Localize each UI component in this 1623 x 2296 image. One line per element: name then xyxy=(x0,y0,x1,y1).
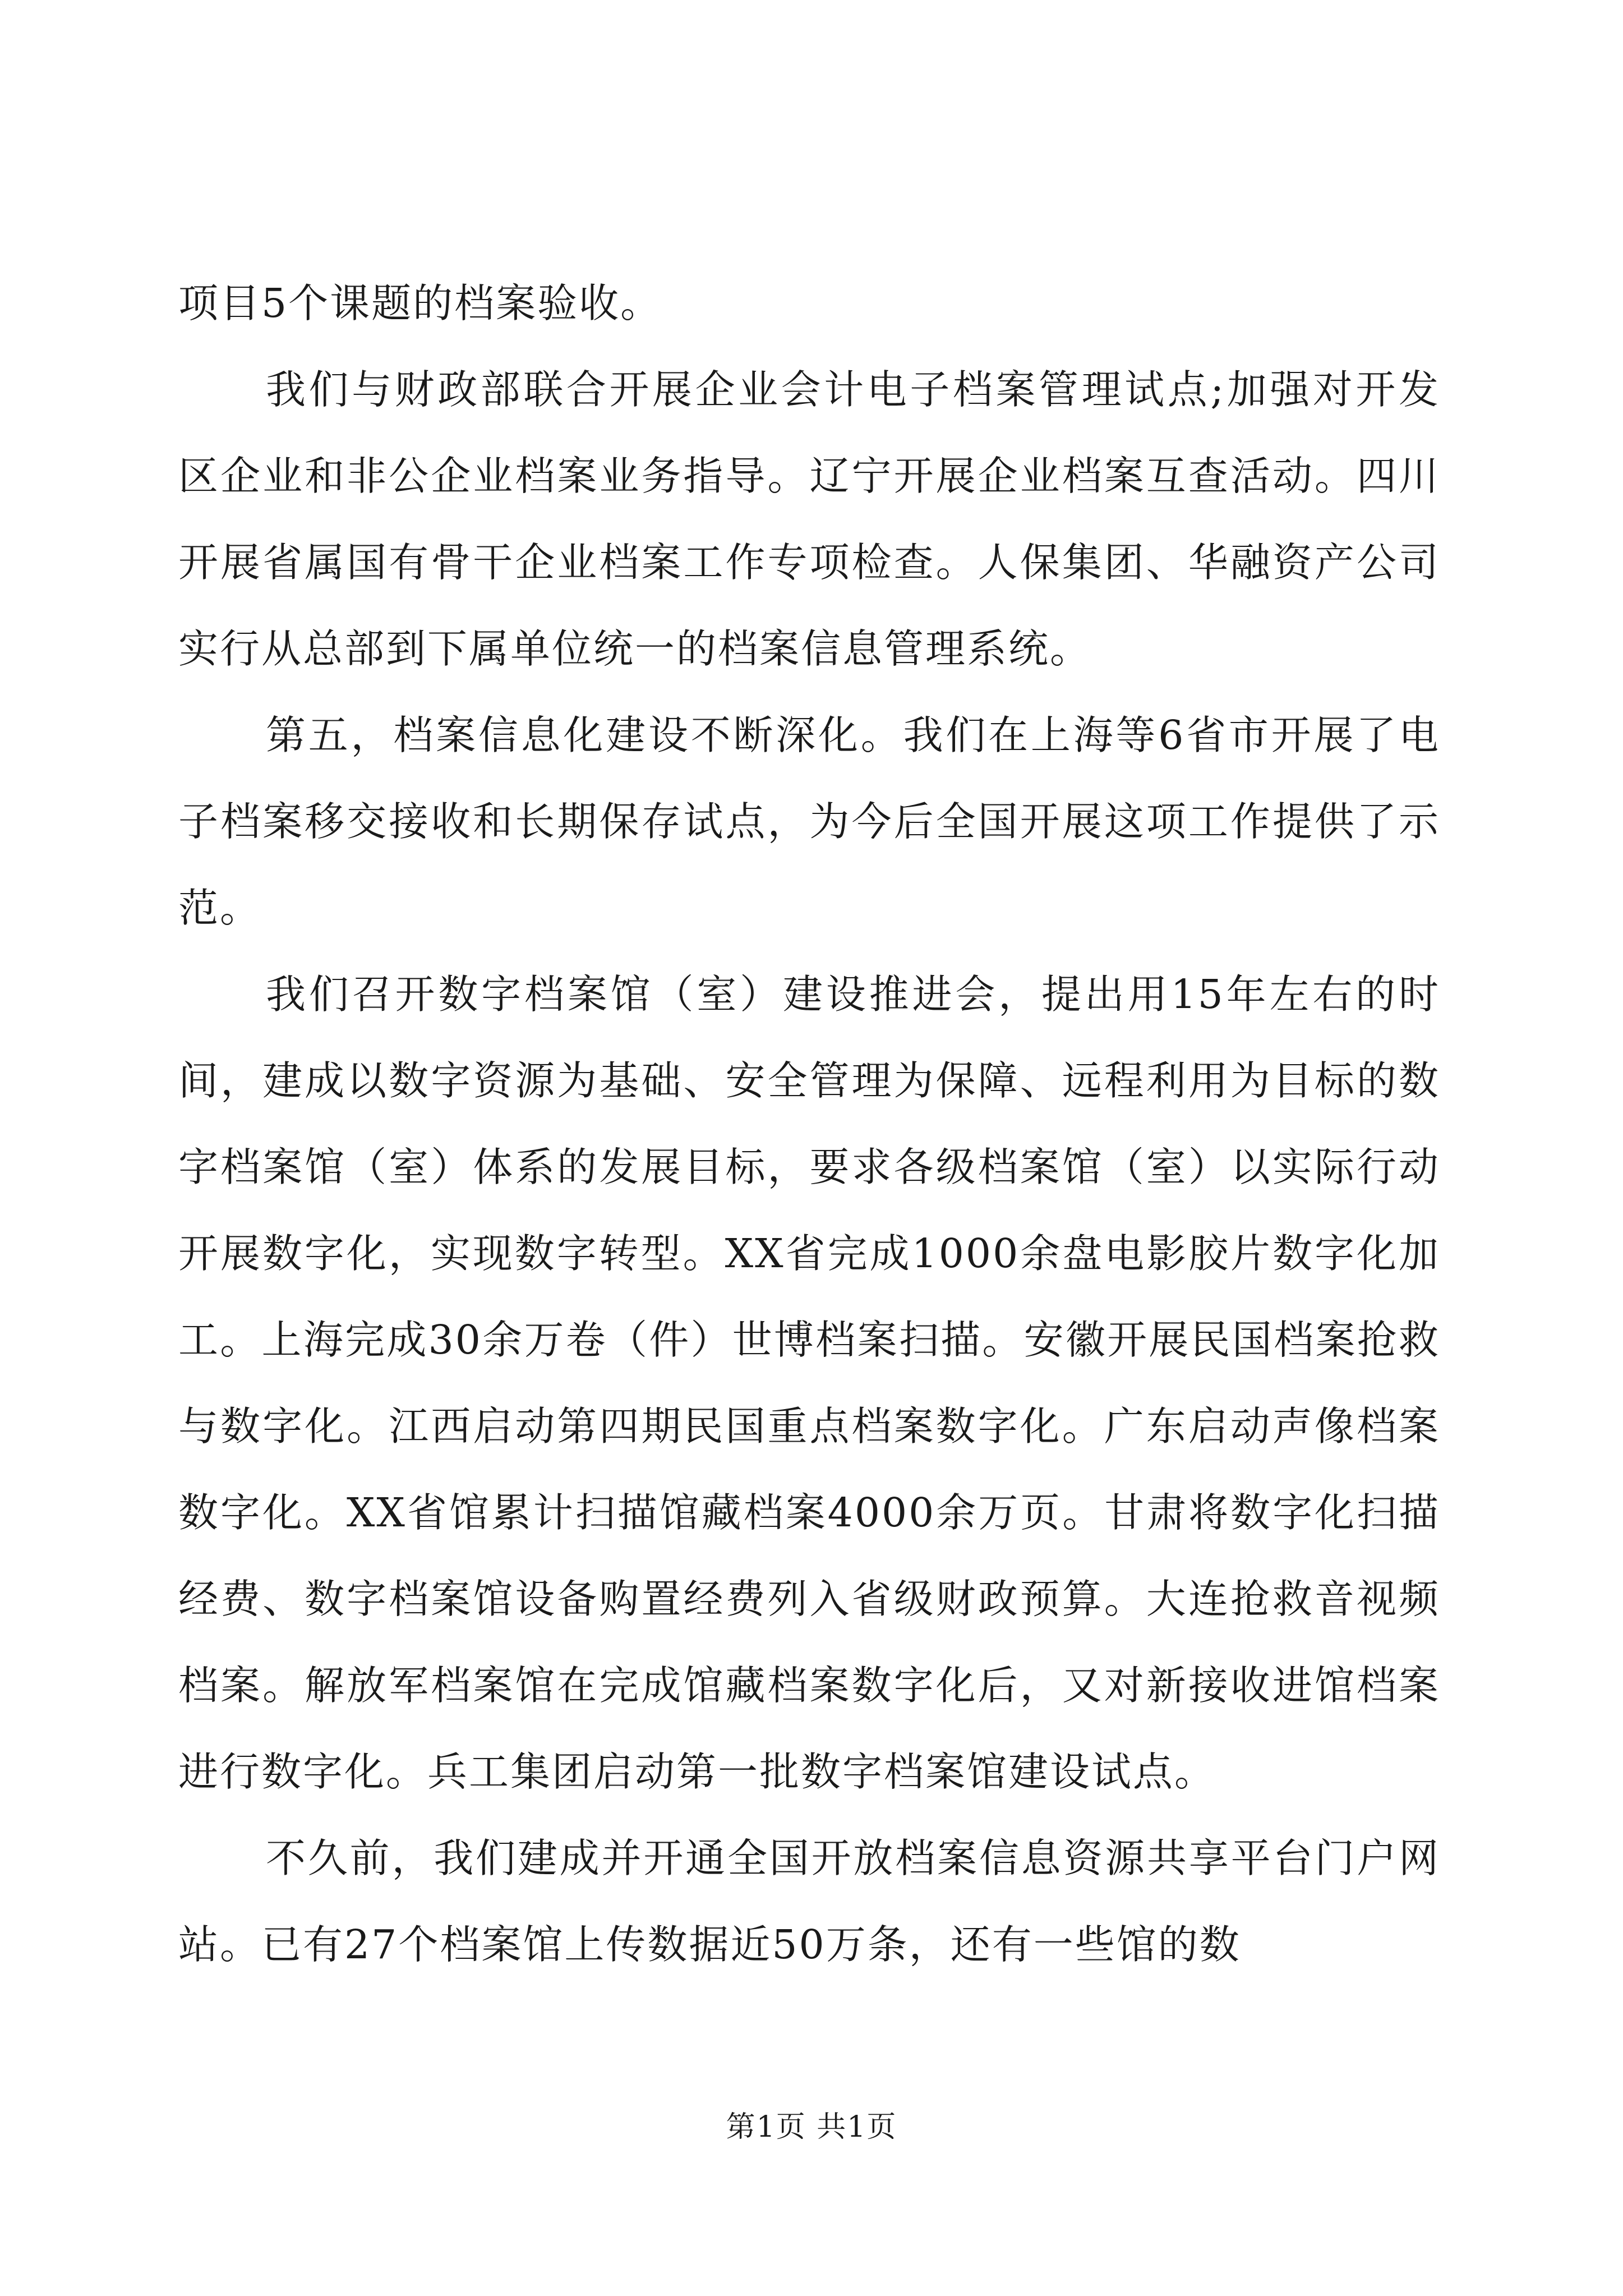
paragraph: 第五，档案信息化建设不断深化。我们在上海等6省市开展了电子档案移交接收和长期保存试点，为今后全国开展这项工作提供了示范。 xyxy=(178,712,1440,931)
paragraph-continuation: 项目5个课题的档案验收。 xyxy=(178,280,662,326)
paragraph: 我们与财政部联合开展企业会计电子档案管理试点;加强对开发区企业和非公企业档案业务指导。辽宁开展企业档案互查活动。四川开展省属国有骨干企业档案工作专项检查。人保集团、华融资产公司实行从总部到下属单位统一的档案信息管理系统。 xyxy=(178,366,1440,672)
paragraph: 我们召开数字档案馆（室）建设推进会，提出用15年左右的时间，建成以数字资源为基础、安全管理为保障、远程利用为目标的数字档案馆（室）体系的发展目标，要求各级档案馆（室）以实际行动开展数字化，实现数字转型。XX省完成1000余盘电影胶片数字化加工。上海完成30余万卷（件）世博档案扫描。安徽开展民国档案抢救与数字化。江西启动第四期民国重点档案数字化。广东启动声像档案数字化。XX省馆累计扫描馆藏档案4000余万页。甘肃将数字化扫描经费、数字档案馆设备购置经费列入省级财政预算。大连抢救音视频档案。解放军档案馆在完成馆藏档案数字化后，又对新接收进馆档案进行数字化。兵工集团启动第一批数字档案馆建设试点。 xyxy=(178,971,1440,1795)
document-body xyxy=(178,260,1440,1988)
paragraph: 不久前，我们建成并开通全国开放档案信息资源共享平台门户网站。已有27个档案馆上传数据近50万条，还有一些馆的数 xyxy=(178,1835,1440,1968)
page-footer: 第1页 共1页 xyxy=(726,2110,897,2144)
